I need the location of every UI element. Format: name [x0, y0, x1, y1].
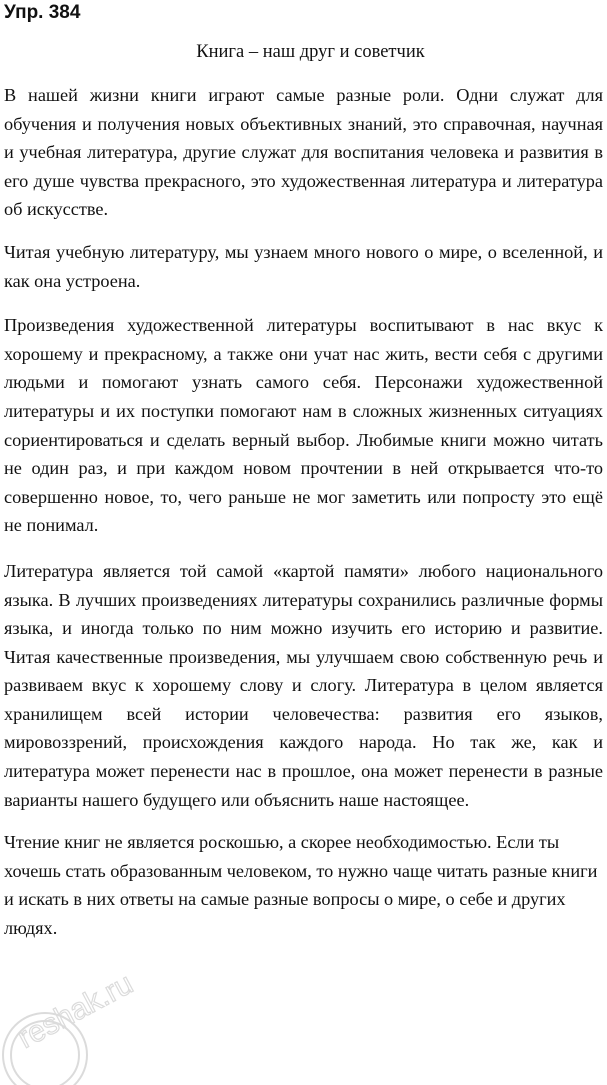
- paragraph-1: В нашей жизни книги играют самые разные роли. Одни служат для обучения и получения новых объективных знаний, это справочная, научная и учебная литература, другие служат для воспитания человека и развития в его душе чувства прекрасного, это художественная литература и литература об искусстве.: [4, 85, 603, 220]
- svg-text:reshak.ru: reshak.ru: [12, 967, 139, 1055]
- paragraph-2: Читая учебную литературу, мы узнаем много нового о мире, о вселенной, и как она устроена.: [4, 241, 603, 291]
- paragraph-4: Литература является той самой «картой памяти» любого национального языка. В лучших произведениях литературы сохранились различные формы языка, и иногда только по ним можно изучить его историю и развитие. Читая качественные произведения, мы улучшаем свою собственную речь и развиваем вкус к хорошему слову и слогу. Литература в целом является хранилищем всей истории человечества: развития его языков, мировоззрений, происхождения каждого народа. Но так же, как и литература может перенести нас в прошлое, она может перенести в разные варианты нашего будущего или объяснить наше настоящее.: [4, 560, 603, 810]
- paragraph-3: Произведения художественной литературы воспитывают в нас вкус к хорошему и прекрасному, а также они учат нас жить, вести себя с другими людьми и помогают узнать самого себя. Персонажи художественной литературы и их поступки помогают нам в сложных жизненных ситуациях сориентироваться и сделать верный выбор. Любимые книги можно читать не один раз, и при каждом новом прочтении в ней открывается что-то совершенно новое, то, чего раньше не мог заметить или попросту это ещё не понимал.: [4, 315, 603, 536]
- essay-title: Книга – наш друг и советчик: [196, 42, 425, 62]
- paragraph-5: Чтение книг не является роскошью, а скорее необходимостью. Если ты хочешь стать образованным человеком, то нужно чаще читать разные книги и искать в них ответы на самые разные вопросы о мире, о себе и других людях.: [4, 832, 598, 939]
- exercise-number: Упр. 384: [4, 2, 81, 23]
